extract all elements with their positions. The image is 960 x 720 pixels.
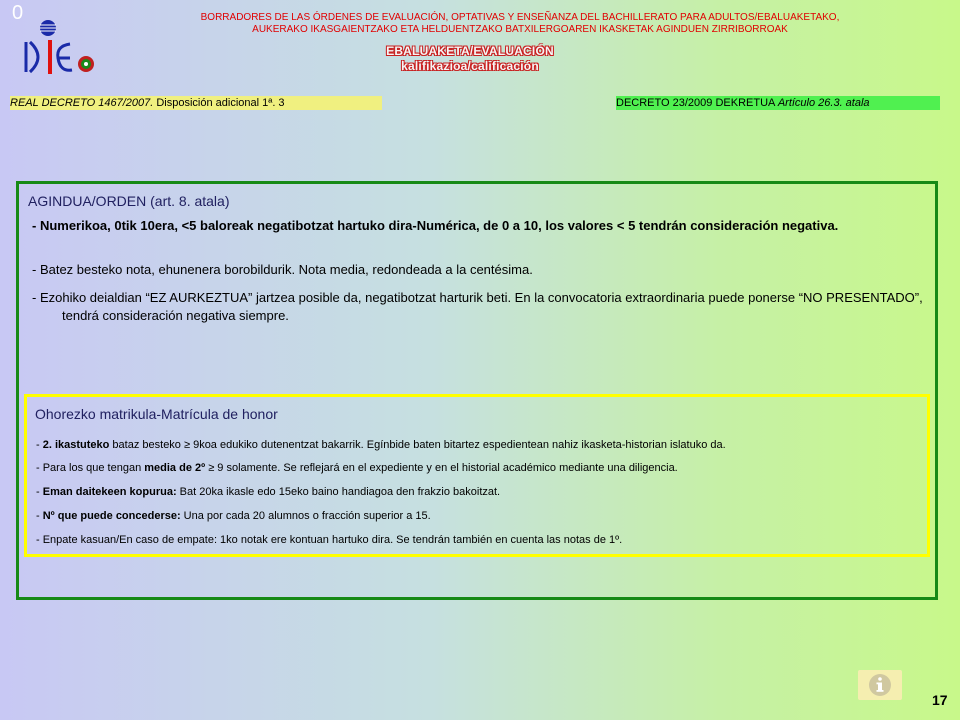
orden-point-3: - Ezohiko deialdian “EZ AURKEZTUA” jartzea posible da, negatibotzat harturik beti. En la convocatoria extraordinaria puede ponerse “NO PRESENTADO”, tendrá consideración negativa siempre. — [32, 290, 923, 323]
honor-point-2 — [36, 461, 678, 475]
reference-right-b: Artículo 26.3. atala — [777, 97, 870, 109]
orden-title: AGINDUA/ORDEN (art. 8. atala) — [28, 193, 230, 209]
header-title-line1: BORRADORES DE LAS ÓRDENES DE EVALUACIÓN, OPTATIVAS Y ENSEÑANZA DEL BACHILLERATO PARA ADULTOS/EBALUAKETAKO, — [200, 12, 840, 23]
slide-corner-number: 0 — [12, 2, 24, 24]
honor-point-2-rest: ≥ 9 solamente. Se reflejará en el expediente y en el historial académico mediante una diligencia. — [205, 462, 678, 474]
reference-left-a: REAL DECRETO 1467/2007. — [10, 97, 154, 109]
honor-point-1 — [36, 438, 726, 452]
die-logo — [22, 18, 102, 78]
reference-real-decreto — [10, 96, 382, 110]
orden-point-1: - Numerikoa, 0tik 10era, <5 baloreak negatibotzat hartuko dira-Numérica, de 0 a 10, los valores < 5 tendrán consideración negativa. — [32, 218, 839, 233]
honor-point-5: - Enpate kasuan/En caso de empate: 1ko notak ere kontuan hartuko dira. Se tendrán también en cuenta las notas de 1º. — [36, 534, 623, 546]
header-sub-line2: kalifikazioa/calificación — [401, 59, 539, 73]
reference-right-a: DECRETO 23/2009 DEKRETUA — [616, 97, 778, 109]
reference-left-b: Disposición adicional 1ª. 3 — [153, 97, 285, 109]
header-title-line2: AUKERAKO IKASGAIENTZAKO ETA HELDUENTZAKO BATXILERGOAREN IKASKETAK AGINDUEN ZIRRIBORROAK — [252, 24, 788, 35]
honor-title: Ohorezko matrikula-Matrícula de honor — [35, 406, 278, 422]
orden-point-2: - Batez besteko nota, ehunenera borobildurik. Nota media, redondeada a la centésima. — [32, 262, 533, 277]
honor-point-3-rest: Bat 20ka ikasle edo 15eko baino handiagoa den frakzio bakoitzat. — [176, 486, 501, 498]
reference-decreto-dekretua — [616, 96, 940, 110]
honor-point-4-rest: Una por cada 20 alumnos o fracción superior a 15. — [180, 510, 431, 522]
info-icon — [858, 670, 902, 700]
honor-point-3-prefix: - — [36, 486, 43, 498]
header-title — [140, 12, 900, 36]
basque-shield-icon — [78, 56, 94, 72]
honor-point-2-prefix: - Para los que tengan — [36, 462, 145, 474]
info-button[interactable] — [858, 670, 902, 700]
honor-point-4 — [36, 509, 431, 523]
header-sub-line1: EBALUAKETA/EVALUACIÓN — [386, 44, 554, 58]
honor-point-2-bold: media de 2º — [144, 462, 206, 474]
honor-point-1-prefix: - — [36, 439, 43, 451]
honor-point-3-bold: Eman daitekeen kopurua: — [42, 486, 177, 498]
honor-point-1-rest: bataz besteko ≥ 9koa edukiko dutenentzat bakarrik. Egínbide baten bitartez espedientean nahiz ikasketa-historian islatuko da. — [109, 439, 726, 451]
header-subtitle — [360, 44, 580, 74]
honor-point-3 — [36, 485, 500, 499]
page-number: 17 — [932, 692, 948, 708]
honor-point-4-prefix: - — [36, 510, 43, 522]
honor-point-1-bold: 2. ikastuteko — [42, 439, 110, 451]
honor-point-4-bold: Nº que puede concederse: — [42, 510, 181, 522]
